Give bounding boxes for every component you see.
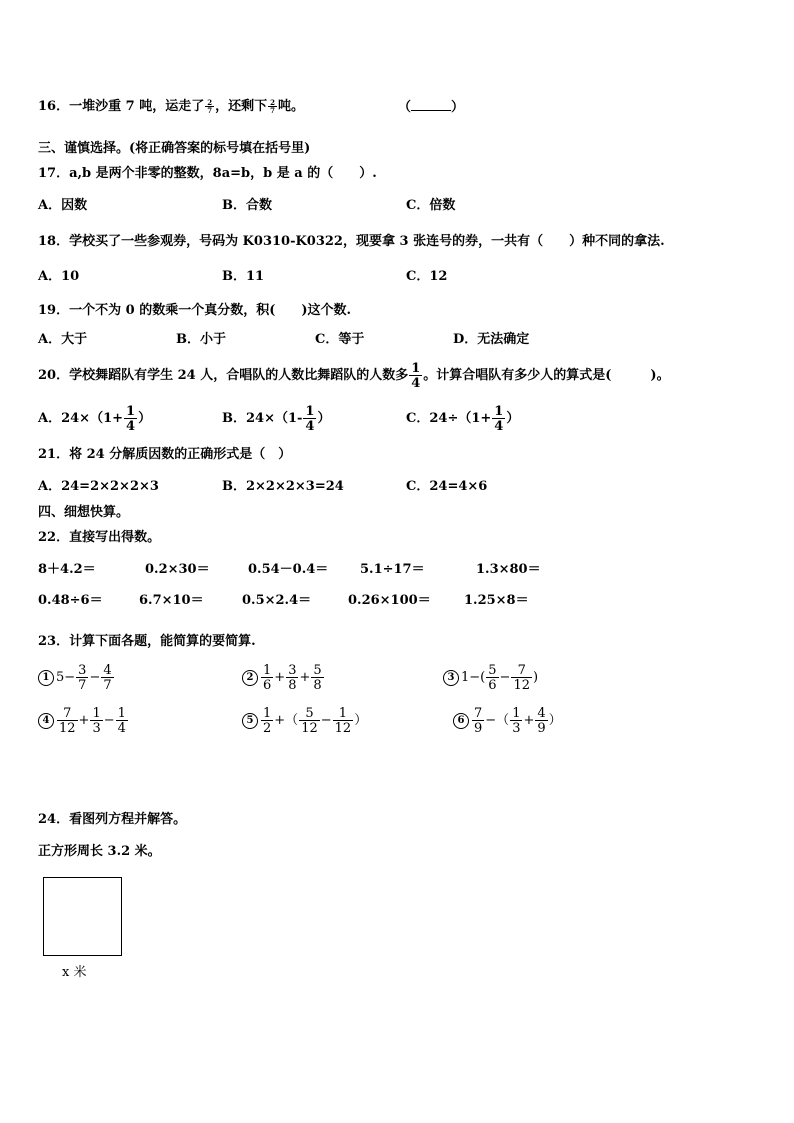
num: 7 — [474, 705, 483, 721]
q22-item: 0.48÷6＝ — [38, 593, 103, 608]
fraction — [261, 664, 273, 692]
fraction — [286, 664, 298, 692]
q20-b-fraction — [303, 405, 316, 433]
fraction — [472, 707, 484, 735]
den: 3 — [512, 720, 521, 736]
den: 12 — [513, 677, 530, 693]
fraction — [299, 707, 320, 735]
fraction — [101, 664, 113, 692]
q20-b-text: B．24×（1- — [222, 411, 303, 426]
q20-stem-b: 。计算合唱队有多少人的算式是( )。 — [423, 368, 670, 383]
q17-option-b[interactable]: B．合数 — [222, 198, 272, 213]
q22-item: 0.5×2.4＝ — [242, 593, 312, 608]
q16-f1-den: 7 — [207, 106, 213, 115]
num: 3 — [78, 662, 87, 678]
circled-number-6: 6 — [453, 713, 469, 729]
q20-option-b[interactable] — [222, 401, 330, 437]
q20-b-num: 1 — [305, 403, 315, 419]
num: 3 — [288, 662, 297, 678]
den: 9 — [537, 720, 546, 736]
q16-text-b: ，还剩下 — [215, 99, 268, 114]
den: 7 — [103, 677, 112, 693]
q22-item: 1.25×8＝ — [464, 593, 529, 608]
question-24-stem: 24．看图列方程并解答。 — [38, 812, 187, 827]
section-4-heading: 四、细想快算。 — [38, 505, 130, 520]
q16-f2-num: 2 — [270, 98, 275, 107]
q20-c-text: C．24÷（1+ — [406, 411, 492, 426]
q22-item: 0.2×30＝ — [145, 562, 210, 577]
num: 1 — [338, 705, 348, 721]
fraction — [486, 664, 498, 692]
question-16 — [38, 98, 304, 116]
q20-option-c[interactable] — [406, 401, 519, 437]
num: 7 — [63, 705, 72, 721]
q23-expr-3 — [443, 660, 538, 696]
op: ) — [532, 670, 539, 685]
section-3-heading: 三、谨慎选择。(将正确答案的标号填在括号里) — [38, 141, 311, 156]
q22-item: 0.54－0.4＝ — [248, 562, 329, 577]
q22-item: 5.1÷17＝ — [360, 562, 425, 577]
question-21-stem: 21．将 24 分解质因数的正确形式是（ ） — [38, 447, 292, 462]
den: 12 — [59, 720, 76, 736]
q16-f1-num: 2 — [207, 98, 213, 107]
q24-subtext: 正方形周长 3.2 米。 — [38, 844, 161, 859]
op: ） — [354, 713, 368, 728]
q16-fraction-2 — [268, 99, 277, 114]
fraction — [90, 707, 102, 735]
op: − — [103, 713, 115, 728]
num: 4 — [103, 662, 112, 678]
fraction — [333, 707, 354, 735]
circled-number-2: 2 — [242, 670, 258, 686]
circled-number-3: 3 — [443, 670, 459, 686]
question-18-stem: 18．学校买了一些参观券，号码为 K0310-K0322，现要拿 3 张连号的券，一共有（ ）种不同的拿法. — [38, 234, 665, 249]
question-22-stem: 22．直接写出得数。 — [38, 530, 161, 545]
fraction — [535, 707, 547, 735]
num: 5 — [488, 662, 497, 678]
den: 7 — [78, 677, 87, 693]
square-figure — [43, 877, 122, 956]
bracket-left: （ — [398, 100, 412, 115]
q21-option-a[interactable]: A．24=2×2×2×3 — [38, 479, 159, 494]
den: 2 — [263, 720, 272, 736]
fraction — [116, 707, 128, 735]
q20-option-a[interactable] — [38, 401, 151, 437]
fraction — [57, 707, 78, 735]
q20-a-fraction — [124, 405, 137, 433]
q18-option-c[interactable]: C．12 — [406, 269, 448, 284]
q22-item: 6.7×10＝ — [139, 593, 204, 608]
fraction — [261, 707, 273, 735]
den: 6 — [488, 677, 497, 693]
question-23-stem: 23．计算下面各题，能简算的要简算. — [38, 634, 256, 649]
q19-option-b[interactable]: B．小于 — [176, 332, 226, 347]
q22-item: 1.3×80＝ — [476, 562, 541, 577]
q20-a-close: ） — [138, 411, 152, 426]
q20-f-den: 4 — [411, 375, 421, 391]
q19-option-d[interactable]: D．无法确定 — [453, 332, 530, 347]
fraction — [511, 664, 532, 692]
q20-b-den: 4 — [305, 418, 315, 434]
den: 8 — [288, 677, 297, 693]
square-side-label: x 米 — [62, 965, 87, 980]
op: −（ — [485, 713, 510, 728]
q19-option-c[interactable]: C．等于 — [315, 332, 365, 347]
q16-fraction-1 — [205, 99, 214, 114]
den: 12 — [334, 720, 352, 736]
den: 4 — [117, 720, 126, 736]
num: 7 — [517, 662, 526, 678]
op: + — [274, 670, 286, 685]
q23-expr-5 — [242, 703, 367, 739]
e3-text: 1−( — [461, 670, 486, 685]
den: 8 — [313, 677, 322, 693]
q21-option-c[interactable]: C．24=4×6 — [406, 479, 488, 494]
q16-f2-den: 7 — [270, 106, 275, 115]
fraction — [76, 664, 88, 692]
q18-option-b[interactable]: B．11 — [222, 269, 265, 284]
circled-number-4: 4 — [38, 713, 54, 729]
q16-text-a: 16． — [38, 99, 70, 114]
e1-text: 5− — [56, 670, 76, 685]
q23-expr-4 — [38, 703, 129, 739]
q21-option-b[interactable]: B．2×2×2×3=24 — [222, 479, 344, 494]
q20-a-num: 1 — [126, 403, 136, 419]
question-20-stem — [38, 358, 670, 394]
circled-number-1: 1 — [38, 670, 54, 686]
q16-answer-bracket[interactable] — [398, 98, 464, 117]
q22-item: 8＋4.2＝ — [38, 562, 96, 577]
q20-c-close: ） — [506, 411, 520, 426]
answer-blank[interactable] — [411, 98, 451, 111]
fraction — [510, 707, 522, 735]
op: − — [499, 670, 511, 685]
op: ） — [548, 713, 562, 728]
q23-expr-2 — [242, 660, 325, 696]
num: 1 — [512, 705, 521, 721]
q20-stem-a: 20．学校舞蹈队有学生 24 人，合唱队的人数比舞蹈队的人数多 — [38, 368, 409, 383]
num: 1 — [263, 705, 272, 721]
q20-a-text: A．24×（1+ — [38, 411, 124, 426]
q22-item: 0.26×100＝ — [348, 593, 431, 608]
q23-expr-1 — [38, 660, 115, 696]
q16-text-a2: 一堆沙重 7 吨，运走了 — [69, 99, 205, 114]
q19-option-a[interactable]: A．大于 — [38, 332, 88, 347]
num: 5 — [313, 662, 322, 678]
circled-number-5: 5 — [242, 713, 258, 729]
fraction — [311, 664, 323, 692]
op: + — [78, 713, 90, 728]
den: 3 — [92, 720, 101, 736]
num: 1 — [92, 705, 101, 721]
q20-c-den: 4 — [494, 418, 504, 434]
q16-text-c: 吨。 — [277, 99, 304, 114]
op: − — [320, 713, 332, 728]
q20-fraction — [409, 362, 422, 390]
den: 9 — [474, 720, 483, 736]
q17-option-c[interactable]: C．倍数 — [406, 198, 456, 213]
q20-c-fraction — [492, 405, 505, 433]
q23-expr-6 — [453, 703, 562, 739]
q20-c-num: 1 — [494, 403, 504, 419]
question-17-stem: 17．a,b 是两个非零的整数，8a=b，b 是 a 的（ ）. — [38, 166, 377, 181]
num: 4 — [537, 705, 546, 721]
num: 1 — [117, 705, 126, 721]
den: 12 — [301, 720, 318, 736]
num: 5 — [305, 705, 314, 721]
den: 6 — [263, 677, 272, 693]
num: 1 — [263, 662, 272, 678]
op: − — [89, 670, 101, 685]
bracket-right: ） — [451, 100, 465, 115]
op: + — [523, 713, 535, 728]
q20-f-num: 1 — [411, 360, 421, 376]
question-19-stem: 19．一个不为 0 的数乘一个真分数，积( )这个数. — [38, 303, 352, 318]
q20-a-den: 4 — [126, 418, 136, 434]
q20-b-close: ） — [317, 411, 331, 426]
op: +（ — [274, 713, 299, 728]
op: + — [299, 670, 311, 685]
q17-option-a[interactable]: A．因数 — [38, 198, 88, 213]
q18-option-a[interactable]: A．10 — [38, 269, 80, 284]
